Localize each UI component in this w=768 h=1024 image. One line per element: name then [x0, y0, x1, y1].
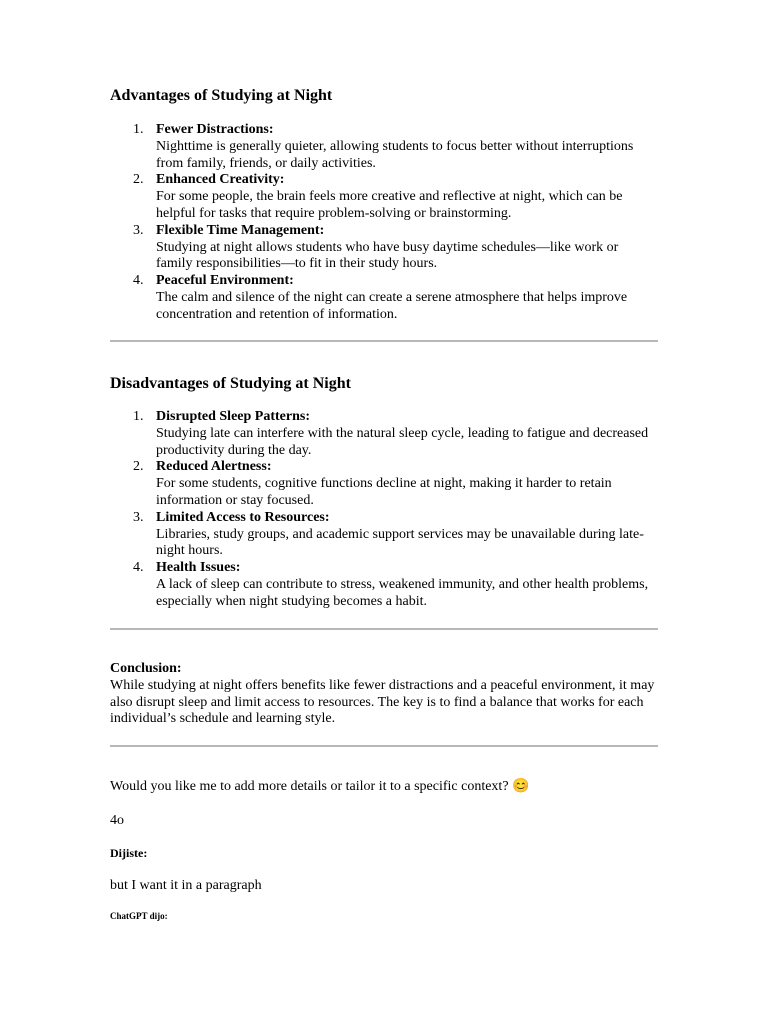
list-number: 3.: [133, 222, 144, 238]
list-item: [110, 510, 658, 560]
section-divider: [110, 340, 658, 342]
list-number: 2.: [133, 459, 144, 475]
item-title: Health Issues:: [156, 560, 241, 576]
item-title: Enhanced Creativity:: [156, 172, 285, 188]
item-description: Studying late can interfere with the natural sleep cycle, leading to fatigue and decreased productivity during the day.: [156, 425, 649, 458]
list-number: 1.: [133, 122, 144, 137]
list-item: [110, 122, 658, 172]
item-title: Disrupted Sleep Patterns:: [156, 409, 310, 424]
section-divider: [110, 628, 658, 630]
list-item: [110, 409, 658, 459]
list-item: [110, 172, 658, 222]
section-divider: [110, 745, 658, 747]
item-title: Peaceful Environment:: [156, 273, 294, 289]
item-description: Nighttime is generally quieter, allowing students to focus better without interruptions from family, friends, or daily activities.: [156, 138, 634, 171]
user-label: Dijiste:: [110, 846, 148, 860]
item-title: Fewer Distractions:: [156, 122, 274, 137]
item-description: Studying at night allows students who have busy daytime schedules—like work or family responsibilities—to fit in their study hours.: [156, 239, 619, 272]
list-item: [110, 560, 658, 610]
list-number: 3.: [133, 509, 144, 525]
followup-question: Would you like me to add more details or tailor it to a specific context? 😊: [110, 779, 530, 794]
item-description: The calm and silence of the night can create a serene atmosphere that helps improve concentration and retention of information.: [156, 289, 628, 322]
item-description: A lack of sleep can contribute to stress, weakened immunity, and other health problems, especially when night studying becomes a habit.: [156, 576, 649, 609]
item-title: Flexible Time Management:: [156, 222, 325, 238]
conclusion-label: Conclusion:: [110, 661, 182, 676]
disadvantages-list: [110, 409, 658, 611]
conclusion-text: While studying at night offers benefits like fewer distractions and a peaceful environment, it may also disrupt sleep and limit access to resources. The key is to find a balance that works for each individual’s schedule and learning style.: [110, 677, 655, 727]
advantages-list: [110, 122, 658, 324]
list-number: 1.: [133, 409, 144, 424]
item-title: Limited Access to Resources:: [156, 509, 330, 525]
list-number: 4.: [133, 560, 144, 576]
disadvantages-heading: Disadvantages of Studying at Night: [110, 375, 351, 392]
list-item: [110, 273, 658, 323]
list-number: 2.: [133, 172, 144, 188]
list-item: [110, 223, 658, 273]
advantages-heading: Advantages of Studying at Night: [110, 87, 333, 104]
item-description: For some people, the brain feels more creative and reflective at night, which can be helpful for tasks that require problem-solving or brainstorming.: [156, 189, 623, 221]
assistant-label: ChatGPT dijo:: [110, 911, 168, 921]
user-message: but I want it in a paragraph: [110, 878, 262, 893]
model-tag: 4o: [110, 813, 124, 828]
list-number: 4.: [133, 273, 144, 289]
item-description: Libraries, study groups, and academic support services may be unavailable during late-night hours.: [156, 526, 644, 559]
list-item: [110, 459, 658, 509]
conclusion-block: [110, 661, 658, 728]
item-title: Reduced Alertness:: [156, 459, 272, 475]
item-description: For some students, cognitive functions decline at night, making it harder to retain information or stay focused.: [156, 476, 612, 508]
